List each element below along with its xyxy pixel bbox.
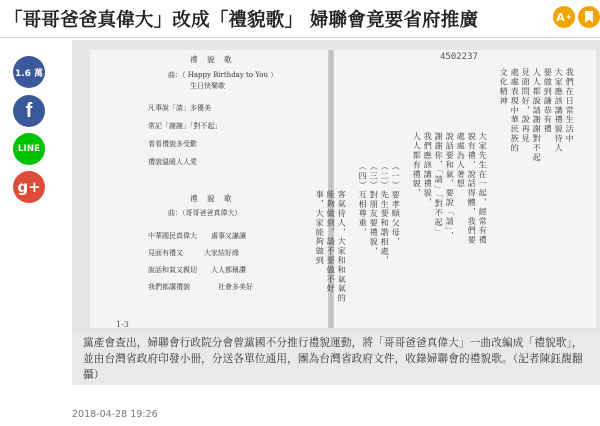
booklet-text-column: 大家先生在一起，經常有禮: [478, 132, 489, 245]
article-photo[interactable]: [72, 40, 600, 333]
booklet-text-column: 貌有禮，說話得體，我們要: [467, 132, 478, 245]
publish-timestamp: 2018-04-28 19:26: [72, 409, 158, 420]
bookmark-button[interactable]: [578, 6, 600, 28]
booklet-text-column: 我們應該講禮貌，: [423, 132, 434, 208]
facebook-like-count: 1.6 萬: [14, 68, 44, 79]
font-size-button[interactable]: [553, 6, 575, 28]
booklet-text-column: 文化精神: [499, 68, 510, 106]
song1-line: 禮貌溫暖人人愛: [148, 158, 197, 166]
booklet-text-column: 事，大家能夠做到: [315, 190, 326, 266]
facebook-icon: f: [25, 99, 33, 122]
booklet-text-column: 我們在日常生活中: [565, 68, 576, 144]
booklet-text-column: 處處為人著想: [456, 132, 467, 189]
booklet-text-column: （一）要孝順父母，: [391, 162, 402, 247]
song1-line: 常記「謝謝」「對不起」: [148, 122, 222, 130]
booklet-text-column: 謝謝你，「請」「對不起」: [434, 132, 445, 237]
song2-line: 中華國民真偉大 處事又謙讓: [148, 232, 246, 240]
line-share-button[interactable]: [13, 133, 45, 165]
document-number: 4502237: [440, 52, 478, 62]
booklet-text-column: 要做到謙恭有禮: [543, 68, 554, 134]
bookmark-icon: [584, 11, 594, 23]
article-header: [0, 0, 600, 36]
google-plus-share-button[interactable]: [13, 171, 45, 203]
booklet-text-column: 客氣待人，大家和和氣氣的: [337, 190, 348, 303]
song1-line: 凡事說「請」多優美: [148, 104, 211, 112]
song1-line: 看看禮貌多受歡: [148, 140, 197, 148]
booklet-text-column: 人人都有禮貌，: [412, 132, 423, 198]
article-headline: 「哥哥爸爸真偉大」改成「禮貌歌」 婦聯會竟要省府推廣: [4, 10, 479, 31]
song2-tune: 曲：（哥哥爸爸真偉大）: [168, 209, 242, 217]
song2-line: 見面有禮又 大家結好緣: [148, 249, 239, 257]
song2-title: 禮 貌 歌: [190, 194, 233, 203]
font-size-plus: +: [565, 13, 572, 21]
line-icon: LINE: [17, 144, 41, 154]
song1-title: 禮 貌 歌: [190, 55, 233, 64]
song2-line: 說話和氣又親切 人人都稱讚: [148, 266, 246, 274]
facebook-like-count-button[interactable]: [13, 56, 45, 88]
song2-line: 我們都講禮貌 社會多美好: [148, 283, 253, 291]
song1-tune: 曲：（ Happy Birthday to You ）: [168, 71, 278, 79]
song1-tune-subtitle: 生日快樂歌: [190, 82, 225, 90]
booklet-text-column: 見面問好，說再見: [521, 68, 532, 144]
booklet-text-column: 處處表現中華民族的: [510, 68, 521, 153]
booklet-text-column: 能夠做到，請不要做不好: [326, 190, 337, 294]
font-size-label: A: [556, 10, 565, 24]
google-plus-icon: g+: [17, 178, 41, 196]
header-divider: [0, 37, 600, 38]
page-mark: 1-3: [116, 320, 129, 329]
booklet-text-column: （三）對朋友要禮貌，: [369, 162, 380, 256]
booklet-text-column: （四）互相尊重，: [358, 162, 369, 238]
photo-caption: 黨產會查出，婦聯會行政院分會曾黨國不分推行禮貌運動，將「哥哥爸爸真偉大」一曲改編成「禮貌歌」，並由台灣省政府印發小冊，分送各單位通用，團為台灣省政府文件，收錄婦聯會的禮貌歌。（記者陳鈺馥翻攝）: [72, 333, 600, 385]
booklet-text-column: （二）先生要和諧相處，: [380, 162, 391, 266]
booklet-text-column: 說話要和氣，要說「請」，: [445, 132, 456, 241]
booklet-text-column: 大家應該講禮貌待人: [554, 68, 565, 153]
booklet-text-column: 人人都說請謝謝對不起: [532, 68, 543, 162]
facebook-share-button[interactable]: [13, 95, 45, 127]
